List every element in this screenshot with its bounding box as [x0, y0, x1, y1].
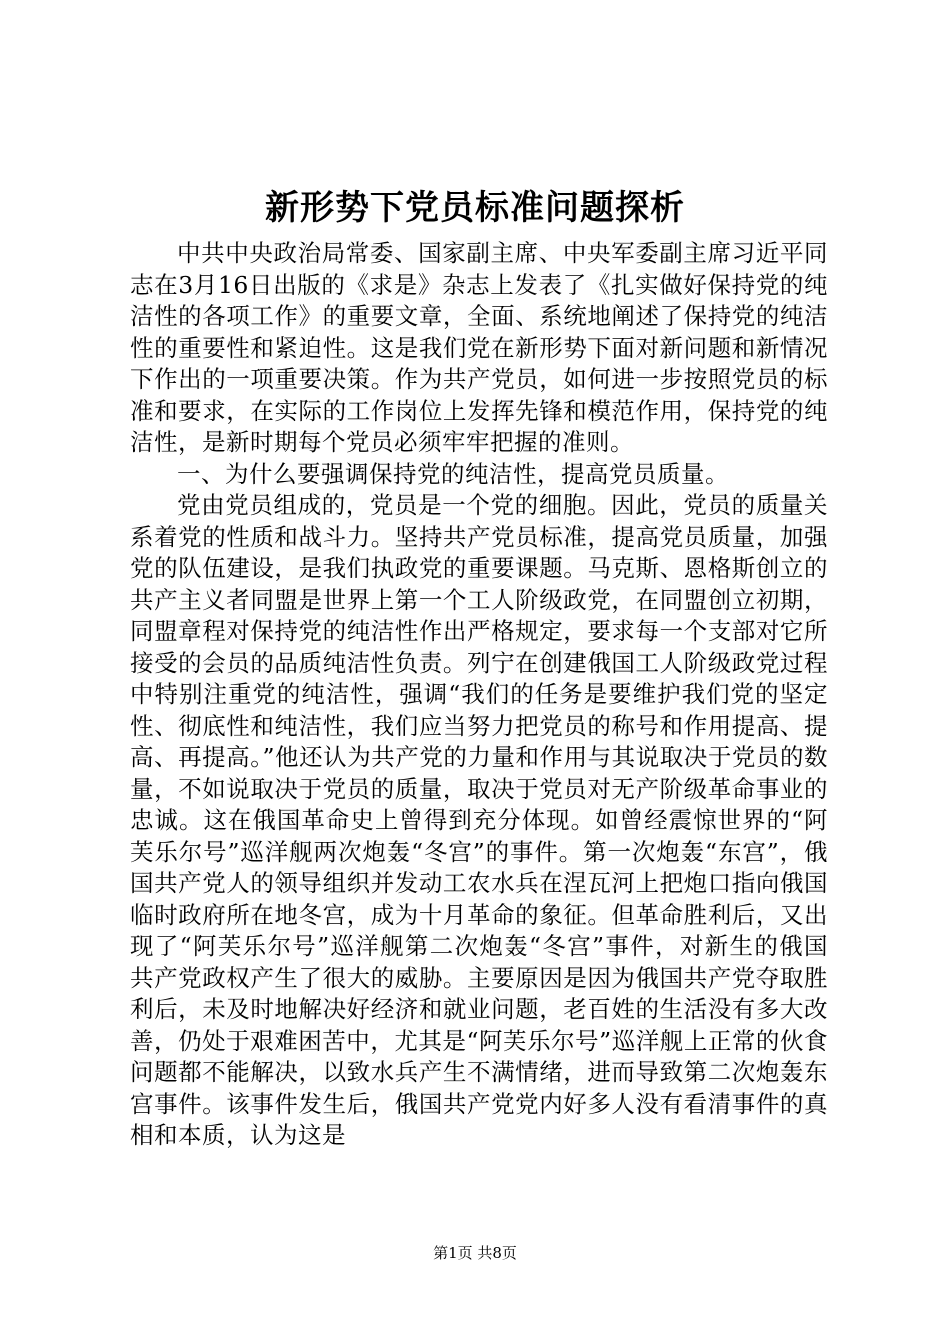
paragraph-party-members: 党由党员组成的，党员是一个党的细胞。因此，党员的质量关系着党的性质和战斗力。坚持共产党员标准，提高党员质量，加强党的队伍建设，是我们执政党的重要课题。马克斯、恩格斯创立的共产主义者同盟是世界上第一个工人阶级政党，在同盟创立初期，同盟章程对保持党的纯洁性作出严格规定，要求每一个支部对它所接受的会员的品质纯洁性负责。列宁在创建俄国工人阶级政党过程中特别注重党的纯洁性，强调“我们的任务是要维护我们党的坚定性、彻底性和纯洁性，我们应当努力把党员的称号和作用提高、提高、再提高。”他还认为共产党的力量和作用与其说取决于党员的数量，不如说取决于党员的质量，取决于党员对无产阶级革命事业的忠诚。这在俄国革命史上曾得到充分体现。如曾经震惊世界的“阿芙乐尔号”巡洋舰两次炮轰“冬宫”的事件。第一次炮轰“东宫”，俄国共产党人的领导组织并发动工农水兵在涅瓦河上把炮口指向俄国临时政府所在地冬宫，成为十月革命的象征。但革命胜利后，又出现了“阿芙乐尔号”巡洋舰第二次炮轰“冬宫”事件，对新生的俄国共产党政权产生了很大的威胁。主要原因是因为俄国共产党夺取胜利后，未及时地解决好经济和就业问题，老百姓的生活没有多大改善，仍处于艰难困苦中，尤其是“阿芙乐尔号”巡洋舰上正常的伙食问题都不能解决，以致水兵产生不满情绪，进而导致第二次炮轰东宫事件。该事件发生后，俄国共产党党内好多人没有看清事件的真相和本质，认为这是: [130, 491, 828, 1149]
document-body: [130, 238, 828, 1152]
page-number: 第1页 共8页: [433, 1244, 517, 1262]
document-title: 新形势下党员标准问题探析: [265, 188, 685, 228]
paragraph-intro: 中共中央政治局常委、国家副主席、中央军委副主席习近平同志在3月16日出版的《求是》杂志上发表了《扎实做好保持党的纯洁性的各项工作》的重要文章，全面、系统地阐述了保持党的纯洁性的重要性和紧迫性。这是我们党在新形势下面对新问题和新情况下作出的一项重要决策。作为共产党员，如何进一步按照党员的标准和要求，在实际的工作岗位上发挥先锋和模范作用，保持党的纯洁性，是新时期每个党员必须牢牢把握的准则。: [130, 239, 828, 456]
section-heading-1: 一、为什么要强调保持党的纯洁性，提高党员质量。: [177, 459, 729, 488]
